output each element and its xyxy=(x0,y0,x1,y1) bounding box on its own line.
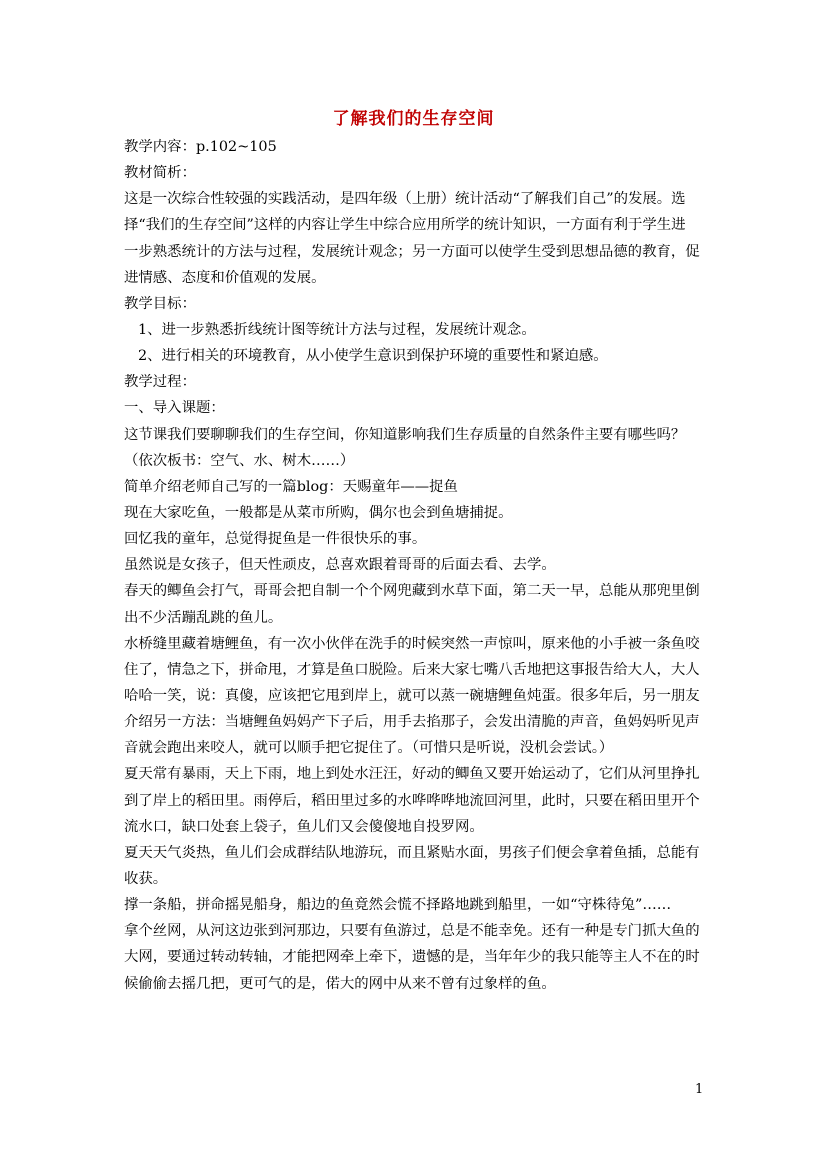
document-title: 了解我们的生存空间 xyxy=(332,109,495,129)
paragraph-line: 这是一次综合性较强的实践活动，是四年级（上册）统计活动“了解我们自己”的发展。选 xyxy=(124,191,686,208)
list-item: 2、进行相关的环境教育，从小使学生意识到保护环境的重要性和紧迫感。 xyxy=(138,348,608,365)
paragraph-line: 夏天常有暴雨，天上下雨，地上到处水汪汪，好动的鲫鱼又要开始运动了，它们从河里挣扎 xyxy=(124,766,700,783)
paragraph-line: 收获。 xyxy=(124,870,168,887)
content-label: 教学内容：p.102~105 xyxy=(124,139,277,155)
page-number: 1 xyxy=(695,1082,704,1097)
paragraph-line: 到了岸上的稻田里。雨停后，稻田里过多的水哗哗哗地流回河里，此时，只要在稻田里开个 xyxy=(124,792,700,809)
paragraph-line: 住了，情急之下，拼命甩，才算是鱼口脱险。后来大家七嘴八舌地把这事报告给大人，大人 xyxy=(124,661,700,678)
paragraph-line: 哈哈一笑，说：真傻，应该把它甩到岸上，就可以蒸一碗塘鲤鱼炖蛋。很多年后，另一朋友 xyxy=(124,687,700,704)
paragraph-line: 夏天天气炎热，鱼儿们会成群结队地游玩，而且紧贴水面，男孩子们便会拿着鱼插，总能有 xyxy=(124,844,700,861)
list-item: 1、进一步熟悉折线统计图等统计方法与过程，发展统计观念。 xyxy=(138,321,536,338)
section-heading: 教学过程： xyxy=(124,374,196,391)
paragraph-line: 水桥缝里藏着塘鲤鱼，有一次小伙伴在洗手的时候突然一声惊叫，原来他的小手被一条鱼咬 xyxy=(124,635,700,652)
paragraph-line: 简单介绍老师自己写的一篇blog：天赐童年——捉鱼 xyxy=(124,478,458,495)
paragraph-line: 虽然说是女孩子，但天性顽皮，总喜欢跟着哥哥的后面去看、去学。 xyxy=(124,557,556,574)
paragraph-line: （依次板书：空气、水、树木……） xyxy=(124,452,355,469)
section-heading: 教学目标： xyxy=(124,295,196,312)
sub-heading: 一、导入课题： xyxy=(124,400,225,417)
paragraph-line: 回忆我的童年，总觉得捉鱼是一件很快乐的事。 xyxy=(124,531,427,548)
paragraph-line: 撑一条船，拼命摇晃船身，船边的鱼竟然会慌不择路地跳到船里，一如“守株待兔”…… xyxy=(124,897,672,914)
paragraph-line: 一步熟悉统计的方法与过程，发展统计观念；另一方面可以使学生受到思想品德的教育，促 xyxy=(124,243,700,260)
section-heading: 教材简析： xyxy=(124,165,196,182)
paragraph-line: 大网，要通过转动转轴，才能把网牵上牵下，遗憾的是，当年年少的我只能等主人不在的时 xyxy=(124,949,700,966)
document-body xyxy=(124,134,709,997)
paragraph-line: 春天的鲫鱼会打气，哥哥会把自制一个个网兜藏到水草下面，第二天一早，总能从那兜里倒 xyxy=(124,583,700,600)
paragraph-line: 进情感、态度和价值观的发展。 xyxy=(124,269,326,286)
paragraph-line: 音就会跑出来咬人，就可以顺手把它捉住了。（可惜只是听说，没机会尝试。） xyxy=(124,740,614,757)
paragraph-line: 这节课我们要聊聊我们的生存空间，你知道影响我们生存质量的自然条件主要有哪些吗？ xyxy=(124,426,686,443)
paragraph-line: 现在大家吃鱼，一般都是从菜市所购，偶尔也会到鱼塘捕捉。 xyxy=(124,504,513,521)
paragraph-line: 介绍另一方法：当塘鲤鱼妈妈产下子后，用手去掐那子，会发出清脆的声音，鱼妈妈听见声 xyxy=(124,714,700,731)
paragraph-line: 出不少活蹦乱跳的鱼儿。 xyxy=(124,609,283,626)
paragraph-line: 择“我们的生存空间”这样的内容让学生中综合应用所学的统计知识，一方面有利于学生进 xyxy=(124,217,686,234)
paragraph-line: 流水口，缺口处套上袋子，鱼儿们又会傻傻地自投罗网。 xyxy=(124,818,484,835)
paragraph-line: 拿个丝网，从河这边张到河那边，只要有鱼游过，总是不能幸免。还有一种是专门抓大鱼的 xyxy=(124,923,700,940)
paragraph-line: 候偷偷去摇几把，更可气的是，偌大的网中从来不曾有过象样的鱼。 xyxy=(124,975,556,992)
